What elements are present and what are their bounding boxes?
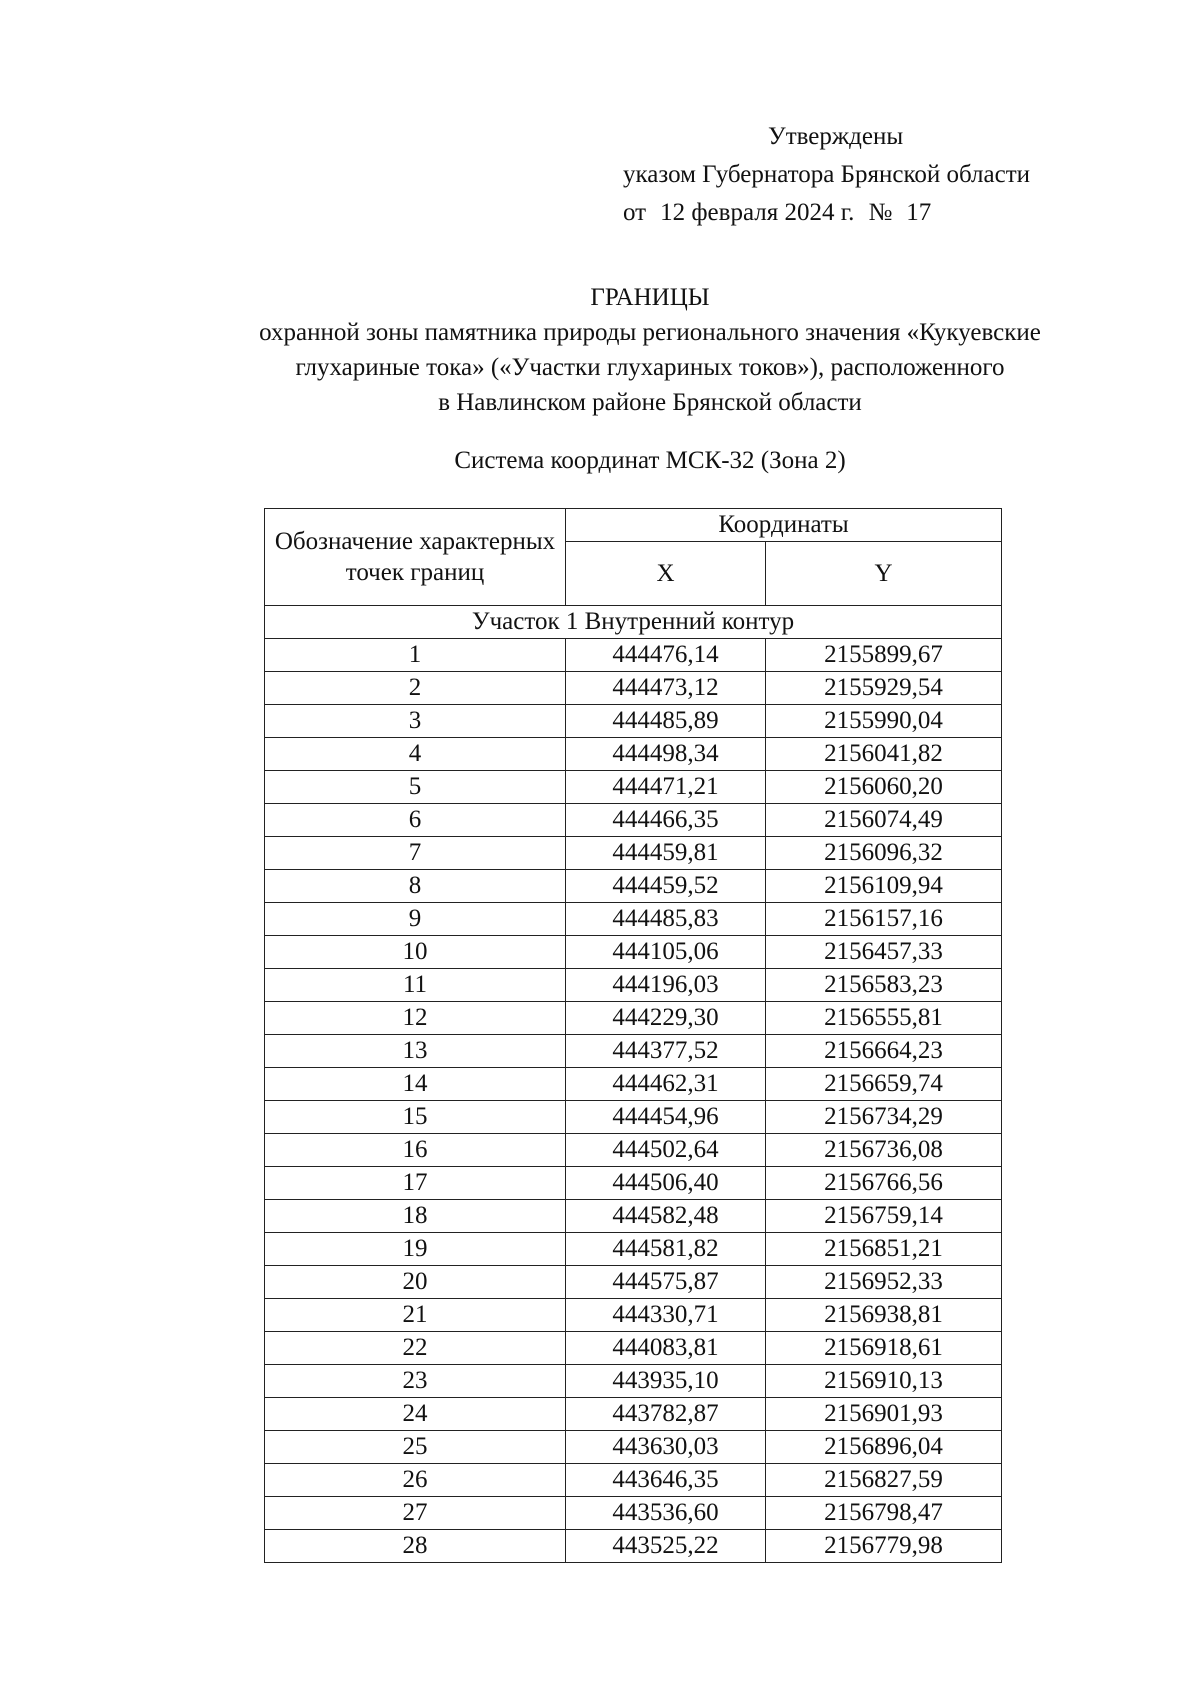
point-number-cell: 8 bbox=[265, 870, 566, 903]
x-coordinate-cell: 444330,71 bbox=[566, 1299, 766, 1332]
y-coordinate-cell: 2156910,13 bbox=[766, 1365, 1002, 1398]
table-row bbox=[265, 1167, 1002, 1200]
document-heading bbox=[150, 280, 1150, 420]
point-number-cell: 26 bbox=[265, 1464, 566, 1497]
approval-authority: указом Губернатора Брянской области bbox=[623, 161, 1031, 188]
y-coordinate-cell: 2155990,04 bbox=[766, 705, 1002, 738]
section-label: Участок 1 Внутренний контур bbox=[265, 606, 1002, 639]
x-coordinate-cell: 444575,87 bbox=[566, 1266, 766, 1299]
approval-date-prefix: от bbox=[623, 199, 647, 226]
table-row bbox=[265, 1530, 1002, 1563]
x-coordinate-cell: 444229,30 bbox=[566, 1002, 766, 1035]
coordinate-system-label: Система координат МСК-32 (Зона 2) bbox=[454, 447, 846, 474]
y-coordinate-cell: 2156074,49 bbox=[766, 804, 1002, 837]
table-row bbox=[265, 1299, 1002, 1332]
y-coordinate-cell: 2156659,74 bbox=[766, 1068, 1002, 1101]
y-coordinate-cell: 2156734,29 bbox=[766, 1101, 1002, 1134]
y-coordinate-cell: 2156798,47 bbox=[766, 1497, 1002, 1530]
approval-date: 12 февраля 2024 г. bbox=[660, 199, 855, 226]
y-coordinate-cell: 2156109,94 bbox=[766, 870, 1002, 903]
x-coordinate-cell: 443646,35 bbox=[566, 1464, 766, 1497]
y-coordinate-cell: 2156918,61 bbox=[766, 1332, 1002, 1365]
x-coordinate-cell: 444473,12 bbox=[566, 672, 766, 705]
heading-line-3: в Навлинском районе Брянской области bbox=[438, 389, 862, 416]
point-number-cell: 14 bbox=[265, 1068, 566, 1101]
point-number-cell: 1 bbox=[265, 639, 566, 672]
x-header: X bbox=[566, 542, 766, 606]
y-coordinate-cell: 2155899,67 bbox=[766, 639, 1002, 672]
point-number-cell: 22 bbox=[265, 1332, 566, 1365]
table-row bbox=[265, 1431, 1002, 1464]
x-coordinate-cell: 444462,31 bbox=[566, 1068, 766, 1101]
y-coordinate-cell: 2156583,23 bbox=[766, 969, 1002, 1002]
point-number-cell: 28 bbox=[265, 1530, 566, 1563]
table-row bbox=[265, 969, 1002, 1002]
approval-date-line bbox=[623, 194, 1143, 232]
approval-number: 17 bbox=[906, 199, 932, 226]
table-row bbox=[265, 1233, 1002, 1266]
point-number-cell: 18 bbox=[265, 1200, 566, 1233]
table-row bbox=[265, 705, 1002, 738]
table-row bbox=[265, 1398, 1002, 1431]
y-coordinate-cell: 2156952,33 bbox=[766, 1266, 1002, 1299]
x-coordinate-cell: 444485,83 bbox=[566, 903, 766, 936]
table-row bbox=[265, 1035, 1002, 1068]
table-row bbox=[265, 1200, 1002, 1233]
x-coordinate-cell: 444476,14 bbox=[566, 639, 766, 672]
y-coordinate-cell: 2156736,08 bbox=[766, 1134, 1002, 1167]
table-row bbox=[265, 1002, 1002, 1035]
table-row bbox=[265, 1365, 1002, 1398]
table-row bbox=[265, 639, 1002, 672]
y-coordinate-cell: 2156060,20 bbox=[766, 771, 1002, 804]
x-coordinate-cell: 444454,96 bbox=[566, 1101, 766, 1134]
y-coordinate-cell: 2156555,81 bbox=[766, 1002, 1002, 1035]
y-coordinate-cell: 2156896,04 bbox=[766, 1431, 1002, 1464]
table-row bbox=[265, 672, 1002, 705]
table-row bbox=[265, 1134, 1002, 1167]
y-coordinate-cell: 2156664,23 bbox=[766, 1035, 1002, 1068]
point-number-cell: 20 bbox=[265, 1266, 566, 1299]
point-number-cell: 3 bbox=[265, 705, 566, 738]
table-row bbox=[265, 738, 1002, 771]
table-row bbox=[265, 804, 1002, 837]
y-coordinate-cell: 2156759,14 bbox=[766, 1200, 1002, 1233]
coordinates-table bbox=[264, 508, 1002, 1563]
point-number-cell: 4 bbox=[265, 738, 566, 771]
table-row bbox=[265, 1266, 1002, 1299]
x-coordinate-cell: 444459,81 bbox=[566, 837, 766, 870]
y-coordinate-cell: 2156901,93 bbox=[766, 1398, 1002, 1431]
x-coordinate-cell: 444506,40 bbox=[566, 1167, 766, 1200]
table-row bbox=[265, 1464, 1002, 1497]
point-number-cell: 15 bbox=[265, 1101, 566, 1134]
x-coordinate-cell: 444377,52 bbox=[566, 1035, 766, 1068]
approval-title: Утверждены bbox=[768, 123, 904, 150]
point-designation-header: Обозначение характерных точек границ bbox=[265, 509, 566, 606]
x-coordinate-cell: 444459,52 bbox=[566, 870, 766, 903]
y-coordinate-cell: 2155929,54 bbox=[766, 672, 1002, 705]
x-coordinate-cell: 443536,60 bbox=[566, 1497, 766, 1530]
table-row bbox=[265, 1497, 1002, 1530]
point-number-cell: 19 bbox=[265, 1233, 566, 1266]
x-coordinate-cell: 444485,89 bbox=[566, 705, 766, 738]
table-row bbox=[265, 936, 1002, 969]
point-number-cell: 6 bbox=[265, 804, 566, 837]
table-row bbox=[265, 903, 1002, 936]
x-coordinate-cell: 444196,03 bbox=[566, 969, 766, 1002]
x-coordinate-cell: 443525,22 bbox=[566, 1530, 766, 1563]
x-coordinate-cell: 444471,21 bbox=[566, 771, 766, 804]
x-coordinate-cell: 444502,64 bbox=[566, 1134, 766, 1167]
heading-line-1: охранной зоны памятника природы регионального значения «Кукуевские bbox=[259, 319, 1041, 346]
point-number-cell: 9 bbox=[265, 903, 566, 936]
y-coordinate-cell: 2156851,21 bbox=[766, 1233, 1002, 1266]
x-coordinate-cell: 444466,35 bbox=[566, 804, 766, 837]
x-coordinate-cell: 444105,06 bbox=[566, 936, 766, 969]
table-row bbox=[265, 1332, 1002, 1365]
point-number-cell: 2 bbox=[265, 672, 566, 705]
y-coordinate-cell: 2156096,32 bbox=[766, 837, 1002, 870]
x-coordinate-cell: 444498,34 bbox=[566, 738, 766, 771]
approval-block bbox=[623, 118, 1143, 232]
y-coordinate-cell: 2156157,16 bbox=[766, 903, 1002, 936]
y-coordinate-cell: 2156041,82 bbox=[766, 738, 1002, 771]
x-coordinate-cell: 444083,81 bbox=[566, 1332, 766, 1365]
point-number-cell: 21 bbox=[265, 1299, 566, 1332]
document-title: ГРАНИЦЫ bbox=[590, 284, 710, 311]
point-number-cell: 7 bbox=[265, 837, 566, 870]
point-number-cell: 5 bbox=[265, 771, 566, 804]
table-row bbox=[265, 1101, 1002, 1134]
y-coordinate-cell: 2156766,56 bbox=[766, 1167, 1002, 1200]
point-number-cell: 17 bbox=[265, 1167, 566, 1200]
point-number-cell: 16 bbox=[265, 1134, 566, 1167]
heading-line-2: глухариные тока» («Участки глухариных токов»), расположенного bbox=[295, 354, 1005, 381]
point-number-cell: 23 bbox=[265, 1365, 566, 1398]
y-coordinate-cell: 2156938,81 bbox=[766, 1299, 1002, 1332]
table-row bbox=[265, 1068, 1002, 1101]
point-number-cell: 25 bbox=[265, 1431, 566, 1464]
y-coordinate-cell: 2156457,33 bbox=[766, 936, 1002, 969]
table-row bbox=[265, 870, 1002, 903]
point-number-cell: 27 bbox=[265, 1497, 566, 1530]
point-number-cell: 11 bbox=[265, 969, 566, 1002]
table-row bbox=[265, 837, 1002, 870]
point-number-cell: 10 bbox=[265, 936, 566, 969]
x-coordinate-cell: 443782,87 bbox=[566, 1398, 766, 1431]
table-row bbox=[265, 771, 1002, 804]
y-coordinate-cell: 2156827,59 bbox=[766, 1464, 1002, 1497]
y-header: Y bbox=[766, 542, 1002, 606]
point-number-cell: 13 bbox=[265, 1035, 566, 1068]
x-coordinate-cell: 443630,03 bbox=[566, 1431, 766, 1464]
x-coordinate-cell: 444582,48 bbox=[566, 1200, 766, 1233]
point-number-cell: 24 bbox=[265, 1398, 566, 1431]
x-coordinate-cell: 444581,82 bbox=[566, 1233, 766, 1266]
point-number-cell: 12 bbox=[265, 1002, 566, 1035]
x-coordinate-cell: 443935,10 bbox=[566, 1365, 766, 1398]
y-coordinate-cell: 2156779,98 bbox=[766, 1530, 1002, 1563]
coordinates-header: Координаты bbox=[566, 509, 1002, 542]
approval-number-sign: № bbox=[868, 199, 893, 226]
